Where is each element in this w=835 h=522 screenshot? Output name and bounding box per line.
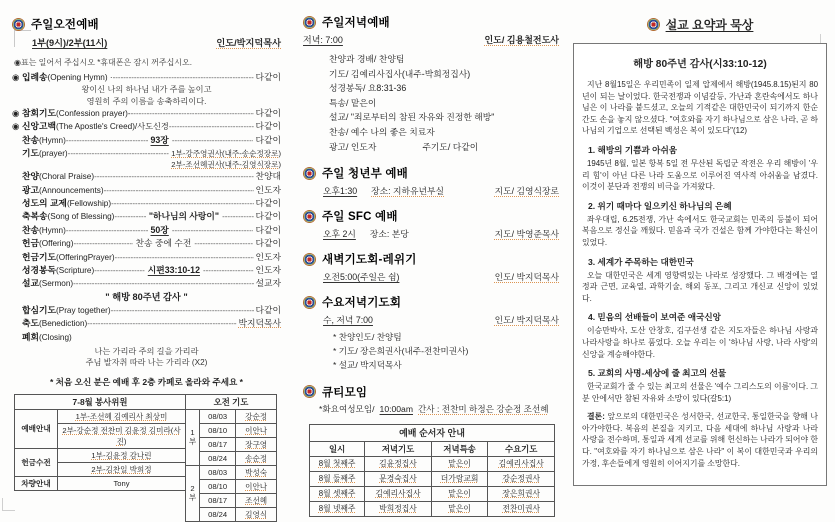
morning-header bbox=[12, 16, 281, 32]
closing-hymn-lyrics: 주님 발자취 따라 나는 가리라 (X2) bbox=[85, 358, 208, 368]
dotted-leader bbox=[94, 265, 145, 277]
prayer-date: 08/10 bbox=[200, 423, 236, 437]
sermon-summary-section bbox=[567, 0, 835, 518]
morning-service-times: 1부(9시)/2부(11시) bbox=[32, 38, 108, 48]
service-item-fellowship: 성도의 교제 (Fellowship) ----- 다같이 bbox=[12, 197, 281, 210]
dawn-prayer: 새벽기도회-레위기 오전5:00(주일은 쉼) 인도/ 박지덕목사 bbox=[303, 251, 559, 283]
prayer-date: 08/03 bbox=[200, 409, 236, 423]
youth-place: 장소: 지하유년부실 bbox=[371, 186, 444, 197]
duty-names: 2부-김찬일 박희정 bbox=[58, 462, 186, 476]
bullseye-icon bbox=[303, 296, 316, 309]
stand-mark: ◉ bbox=[12, 121, 20, 132]
prayer-part-label: 1부 bbox=[186, 409, 200, 465]
bullseye-icon bbox=[12, 18, 25, 31]
prayer-leaders: 1부-강주영권사(내주-송순정장로) 2부-조선혜권사(내주-김영식장로) bbox=[171, 149, 281, 170]
sfc-leader: 지도/ 박영준목사 bbox=[494, 229, 559, 240]
service-item-hymn: 찬송 (Hymn) ----- 93장 ----- 다같이 bbox=[12, 134, 281, 147]
evening-title: 주일저녁예배 bbox=[322, 17, 390, 29]
qt-time: 10:00am bbox=[379, 403, 413, 414]
table-row: 8월 첫째주 김윤정집사 맡은이 김예리사집사 bbox=[310, 456, 555, 471]
youth-worship: 주일 청년부 예배 오후1:30 장소: 지하유년부실 지도/ 김영식장로 bbox=[303, 165, 559, 197]
duty-category: 예배안내 bbox=[15, 409, 58, 448]
evening-order-lines: 찬양과 경배/ 찬양팀 기도/ 김예리사집사(내주-박희정집사) 성경봉독/ 요8:31-36 특송/ 맡은이 설교/ "죄로부터의 참된 자유와 진정한 해방" 찬송/ 예수 나의 좋은 치료자 광고/ 인도자 주기도/ 다같이 bbox=[329, 52, 559, 154]
evening-announcement: 광고/ 인도자 bbox=[329, 141, 377, 152]
evening-leader: 인도/ 김용철전도사 bbox=[484, 35, 559, 45]
sermon-summary-title: 설교 요약과 묵상 bbox=[665, 18, 754, 32]
dotted-leader bbox=[169, 121, 254, 133]
prayer-name: 김영식 bbox=[236, 507, 277, 521]
sermon-paragraph: 좌우대립, 6.25전쟁, 가난 속에서도 한국교회는 민족의 등불이 되어 복음으로 정신을 깨웠다. 믿음과 국가 건설은 함께 가야한다는 확신이 있었다. bbox=[582, 214, 818, 247]
service-item-choral-praise: 찬양 (Choral Praise) ----- 찬양대 bbox=[12, 170, 281, 183]
prayer-table-title: 오전 기도 bbox=[186, 394, 277, 409]
sermon-box-title: 해방 80주년 감사(시33:10-12) bbox=[633, 59, 767, 70]
sermon-summary-box bbox=[573, 43, 827, 486]
youth-leader: 지도/ 김영식장로 bbox=[494, 186, 559, 197]
dotted-leader bbox=[131, 108, 254, 120]
morning-subheader bbox=[32, 35, 281, 49]
duty-names: 2부-강순정 전찬미 김윤정 김미라(사진) bbox=[58, 423, 186, 448]
dotted-leader bbox=[172, 225, 254, 237]
prayer-name: 강순정 bbox=[236, 409, 277, 423]
morning-leader: 인도/박지덕목사 bbox=[216, 38, 281, 48]
sfc-worship: 주일 SFC 예배 오후 2시 장소: 본당 지도/ 박영준목사 bbox=[303, 208, 559, 240]
sfc-time: 오후 2시 bbox=[323, 229, 356, 240]
service-item-announcements: 광고 (Announcements) ----- 인도자 bbox=[12, 184, 281, 197]
dotted-leader bbox=[94, 171, 253, 183]
dotted-leader bbox=[73, 238, 132, 250]
order-table-title: 예배 순서자 안내 bbox=[310, 424, 555, 441]
dotted-leader bbox=[104, 185, 254, 197]
stand-mark: ◉ bbox=[12, 108, 20, 118]
other-services-section bbox=[287, 0, 567, 518]
sermon-point-heading: 2. 위기 때마다 일으키신 하나님의 은혜 bbox=[588, 200, 732, 211]
service-item-benediction: 축도 (Benediction) ----- 박지덕목사 bbox=[12, 317, 281, 330]
dotted-leader bbox=[66, 135, 148, 147]
sermon-paragraph: 1945년 8월, 일본 항복 5일 전 무산된 독립군 작전은 우리 해방이 '우리 힘'이 아닌 다른 나라 도움으로 이루어진 역사적 아쉬움을 남겼다. 이것이 분단과 전쟁의 비극을 가져왔다. bbox=[582, 158, 818, 192]
service-item-closing: 폐회 (Closing) bbox=[22, 331, 72, 342]
evening-worship bbox=[303, 14, 559, 154]
service-item-song-of-blessing: 축복송 (Song of Blessing) ----- "하나님의 사랑이" ----- 다같이 bbox=[12, 210, 281, 223]
bullseye-icon bbox=[303, 167, 316, 180]
dotted-leader bbox=[203, 265, 254, 277]
service-item-sermon: 설교 (Sermon) ----- 설교자 bbox=[12, 277, 281, 290]
wednesday-order-lines: * 찬양인도/ 찬양팀 * 기도/ 장은희권사(내주-전찬미권사) * 설교/ 박지덕목사 bbox=[333, 332, 469, 370]
prayer-date: 08/17 bbox=[200, 493, 236, 507]
service-item-offering: 헌금 (Offering) ----- 찬송 중에 수전 ----- 다같이 bbox=[12, 237, 281, 250]
prayer-name: 박성숙 bbox=[236, 465, 277, 479]
sermon-point-heading: 3. 세계가 주목하는 대한민국 bbox=[588, 256, 694, 267]
service-item-opening-hymn: ◉ 입례송 (Opening Hymn) · ----- 다같이 bbox=[12, 71, 281, 84]
bullseye-icon bbox=[647, 18, 660, 31]
dotted-leader bbox=[66, 225, 148, 237]
service-item-prayer: 기도 (prayer) ----- 1부-강주영권사(내주-송순정장로) 2부-조선혜권사(내주-김영식장로) bbox=[12, 147, 281, 170]
dotted-leader bbox=[87, 318, 236, 330]
prayer-name: 조선혜 bbox=[236, 493, 277, 507]
duty-table bbox=[14, 394, 186, 491]
prayer-date: 08/10 bbox=[200, 479, 236, 493]
wednesday-prayer: 수요저녁기도회 수, 저녁 7:00 인도/ 박지덕목사 * 찬양인도/ 찬양팀 * 기도/ 장은희권사(내주-전찬미권사) * 설교/ 박지덕목사 bbox=[303, 294, 559, 372]
sermon-title-line: " 해방 80주년 감사 " bbox=[105, 291, 188, 302]
dotted-leader bbox=[115, 252, 254, 264]
sermon-paragraph: 지난 8월15일은 우리민족이 일제 압제에서 해방(1945.8.15)된지 80년이 되는 날이었다. 한국전쟁과 이념갈등, 가난과 혼란속에서도 하나님은 이 나라를 붙드셨고, 오늘의 기적같은 대한민국이 되기까지 한순간도 손을 놓지 않으셨다. "여호와를 자기 하나님으로 삼은 나라, 곧 하나님의 기업으로 선택된 백성은 복이 있도다"(12) bbox=[582, 80, 818, 136]
prayer-part-label: 2부 bbox=[186, 465, 200, 521]
wednesday-leader: 인도/ 박지덕목사 bbox=[494, 315, 559, 326]
dotted-leader bbox=[114, 211, 145, 223]
evening-lords-prayer: 주기도/ 다같이 bbox=[422, 141, 479, 152]
sermon-point-heading: 5. 교회의 사명-세상에 줄 최고의 선물 bbox=[588, 368, 727, 379]
bullseye-icon bbox=[303, 16, 316, 29]
service-item-pray-together: 합심기도 (Pray together) ----- 다같이 bbox=[12, 304, 281, 317]
dotted-leader bbox=[113, 72, 254, 84]
morning-worship-section bbox=[0, 0, 287, 518]
bullseye-icon bbox=[303, 210, 316, 223]
prayer-name: 이안나 bbox=[236, 479, 277, 493]
stand-mark: ◉ bbox=[12, 72, 20, 82]
duty-names: Tony bbox=[58, 476, 186, 490]
sfc-place: 장소: 본당 bbox=[369, 229, 409, 240]
prayer-name: 이안나 bbox=[236, 423, 277, 437]
service-item-offering-prayer: 헌금기도 (OfferingPrayer) ----- 인도자 bbox=[12, 251, 281, 264]
prayer-date: 08/24 bbox=[200, 507, 236, 521]
dotted-leader bbox=[172, 135, 254, 147]
sermon-summary-header bbox=[573, 16, 827, 33]
duty-category: 헌금수전 bbox=[15, 448, 58, 476]
wednesday-time: 수, 저녁 7:00 bbox=[323, 315, 373, 326]
dotted-leader bbox=[111, 305, 254, 317]
opening-hymn-lyrics: 영원히 주의 이름을 송축하리이다. bbox=[86, 96, 207, 106]
table-row: 8월 넷째주 박희정집사 맡은이 전찬미권사 bbox=[310, 501, 555, 516]
prayer-date: 08/03 bbox=[200, 465, 236, 479]
dotted-leader bbox=[194, 238, 253, 250]
service-item-confession: ◉ 참회기도 (Confession prayer)- ----- 다같이 bbox=[12, 107, 281, 120]
youth-time: 오후1:30 bbox=[323, 186, 358, 197]
opening-hymn-lyrics: 왕이신 나의 하나님 내가 주를 높이고 bbox=[81, 85, 212, 95]
qt-meeting: 큐티모임 *화요여성모임/ 10:00am 간사 : 전찬미 하정은 강순정 조선혜 bbox=[303, 384, 559, 415]
duty-and-prayer-tables bbox=[14, 394, 281, 522]
newcomer-note: * 처음 오신 분은 예배 후 2층 카페로 올라와 주세요 * bbox=[49, 376, 244, 387]
dawn-time: 오전5:00(주일은 쉼) bbox=[323, 272, 400, 283]
standing-notice: ◉표는 일어서 주십시오 *휴대폰은 잠시 꺼주십시오. bbox=[14, 58, 192, 67]
sermon-point-heading: 1. 해방의 기쁨과 아쉬움 bbox=[588, 144, 678, 155]
sermon-paragraph: 한국교회가 줄 수 있는 최고의 선물은 '예수 그리스도의 이름'이다. 그분 안에서만 참된 자유와 소망이 있다(갈5:1) bbox=[582, 382, 818, 403]
sermon-point-heading: 4. 믿음의 선배들이 보여준 애국신앙 bbox=[588, 312, 721, 323]
service-item-scripture: 성경봉독 (Scripture) ----- 시편33:10-12 ----- 인도자 bbox=[12, 264, 281, 277]
duty-category: 차량안내 bbox=[15, 476, 58, 490]
bullseye-icon bbox=[303, 253, 316, 266]
sermon-paragraph: 오늘 대한민국은 세계 영향력있는 나라로 성장했다. 그 배경에는 열정과 근면, 교육열, 과학기술, 해외 동포, 그리고 개신교 신앙이 있었다. bbox=[582, 270, 818, 303]
duty-names: 1부-조선혜 김예리사 최상미 bbox=[58, 409, 186, 423]
prayer-date: 08/17 bbox=[200, 437, 236, 451]
duty-table-title: 7-8월 봉사위원 bbox=[15, 394, 186, 409]
evening-time: 저녁: 7:00 bbox=[303, 35, 343, 45]
table-row: 8월 둘째주 문경숙집사 더가람교회 강순정권사 bbox=[310, 471, 555, 486]
bullseye-icon bbox=[303, 385, 316, 398]
sermon-paragraph: 이승만박사, 도산 안창호, 김구선생 같은 지도자들은 하나님 사랑과 나라사랑을 하나로 품었다. 오늘 우리는 이 '하나님 사랑, 나라 사랑'의 신앙을 계승해야한다. bbox=[582, 326, 818, 359]
sermon-conclusion: 결론: 앞으로의 대한민국은 성서한국, 선교한국, 통일한국을 향해 나아가야한다. 복음의 본질을 지키고, 다음 세대에 하나님 사랑과 나라 사랑을 전수하며, 통일과 세계 선교를 위해 헌신하는 나라가 되어야 한다. "여호와를 자기 하나님으로 삼은 나라" 이 복이 대한민국과 우리의 가정, 후손들에게 영원히 이어지기를 소망한다. bbox=[582, 412, 818, 468]
service-item-creed: ◉ 신앙고백 (The Apostle's Creed)/사도신경 ----- 다같이 bbox=[12, 120, 281, 133]
conclusion-label: 결론: bbox=[587, 412, 605, 422]
dotted-leader bbox=[68, 148, 170, 160]
dotted-leader bbox=[73, 278, 253, 290]
morning-prayer-table bbox=[185, 394, 277, 522]
qt-group: *화요여성모임/ bbox=[319, 403, 375, 414]
prayer-date: 08/24 bbox=[200, 451, 236, 465]
dawn-leader: 인도/ 박지덕목사 bbox=[494, 272, 559, 283]
prayer-name: 장구영 bbox=[236, 437, 277, 451]
prayer-name: 송순정 bbox=[236, 451, 277, 465]
order-duty-table: 예배 순서자 안내 일시 저녁기도 저녁특송 수요기도 8월 첫째주 김윤정집사 맡은이 김예리사집사 8월 둘째주 문경숙집사 더가람교회 강순정권사 8월 셋째주 김예리사집사 맡은이 장은희권사 8월 넷째주 박희정집사 맡은이 전찬미권사 bbox=[309, 424, 555, 517]
dotted-leader bbox=[222, 211, 253, 223]
dotted-leader bbox=[111, 198, 253, 210]
qt-staff: 간사 : 전찬미 하정은 강순정 조선혜 bbox=[418, 403, 549, 414]
table-row: 8월 셋째주 김예리사집사 맡은이 장은희권사 bbox=[310, 486, 555, 501]
closing-hymn-lyrics: 나는 가리라 주의 길을 가리라 bbox=[94, 347, 199, 357]
service-item-hymn2: 찬송 (Hymn) ----- 50장 ----- 다같이 bbox=[12, 224, 281, 237]
morning-title: 주일오전예배 bbox=[31, 19, 99, 31]
duty-names: 1부-김윤정 감나린 bbox=[58, 448, 186, 462]
